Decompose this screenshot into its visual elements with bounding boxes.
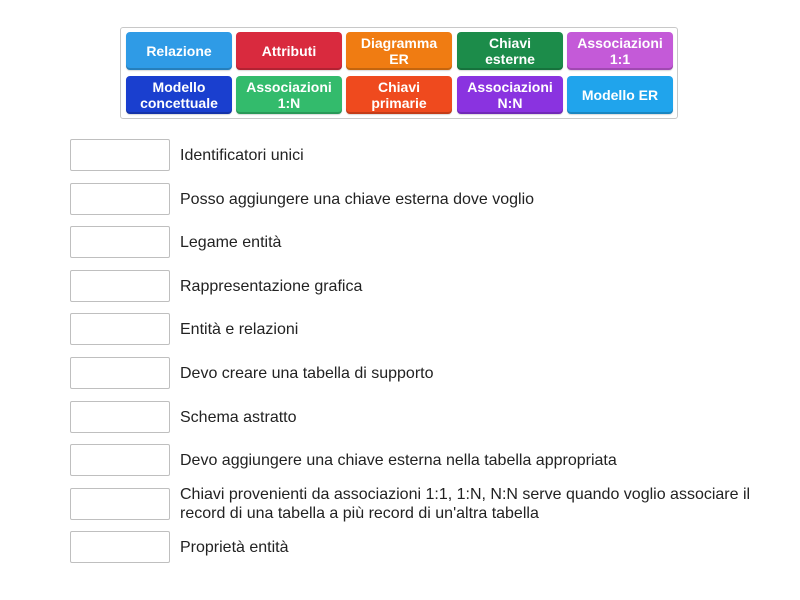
drop-box[interactable]: [70, 183, 170, 215]
match-row: [70, 531, 770, 565]
match-row: [70, 183, 770, 217]
row-label: Identificatori unici: [180, 146, 304, 164]
drop-box[interactable]: [70, 139, 170, 171]
drop-box[interactable]: [70, 401, 170, 433]
tile-chiavi-esterne[interactable]: Chiavi esterne: [457, 32, 563, 70]
match-row: [70, 270, 770, 304]
tile-diagramma-er[interactable]: Diagramma ER: [346, 32, 452, 70]
tile-chiavi-primarie[interactable]: Chiavi primarie: [346, 76, 452, 114]
drop-box[interactable]: [70, 357, 170, 389]
tile-modello-concettuale[interactable]: Modello concettuale: [126, 76, 232, 114]
tile-associazioni-n-n[interactable]: Associazioni N:N: [457, 76, 563, 114]
match-row: [70, 444, 770, 478]
match-row: [70, 401, 770, 435]
match-row: [70, 313, 770, 347]
tile-modello-er[interactable]: Modello ER: [567, 76, 673, 114]
match-row: [70, 488, 770, 522]
row-label: Devo creare una tabella di supporto: [180, 364, 434, 382]
row-label: Schema astratto: [180, 408, 297, 426]
row-label: Posso aggiungere una chiave esterna dove voglio: [180, 190, 535, 208]
row-label: Rappresentazione grafica: [180, 277, 363, 295]
row-label: Devo aggiungere una chiave esterna nella tabella appropriata: [180, 451, 617, 469]
match-row: [70, 357, 770, 391]
match-row: [70, 226, 770, 260]
drop-box[interactable]: [70, 270, 170, 302]
drop-box[interactable]: [70, 531, 170, 563]
drop-box[interactable]: [70, 313, 170, 345]
tile-associazioni-1-n[interactable]: Associazioni 1:N: [236, 76, 342, 114]
row-label: Entità e relazioni: [180, 320, 299, 338]
row-label: Chiavi provenienti da associazioni 1:1, 1:N, N:N serve quando voglio associare il record di una tabella a più record di un'altra tabella: [180, 486, 751, 522]
row-label: Legame entità: [180, 233, 282, 251]
row-label: Proprietà entità: [180, 538, 289, 556]
drop-box[interactable]: [70, 226, 170, 258]
tile-attributi[interactable]: Attributi: [236, 32, 342, 70]
answer-tiles-tray: [120, 27, 678, 119]
tile-relazione[interactable]: Relazione: [126, 32, 232, 70]
drop-box[interactable]: [70, 488, 170, 520]
drop-box[interactable]: [70, 444, 170, 476]
tile-associazioni-1-1[interactable]: Associazioni 1:1: [567, 32, 673, 70]
match-row: [70, 139, 770, 173]
